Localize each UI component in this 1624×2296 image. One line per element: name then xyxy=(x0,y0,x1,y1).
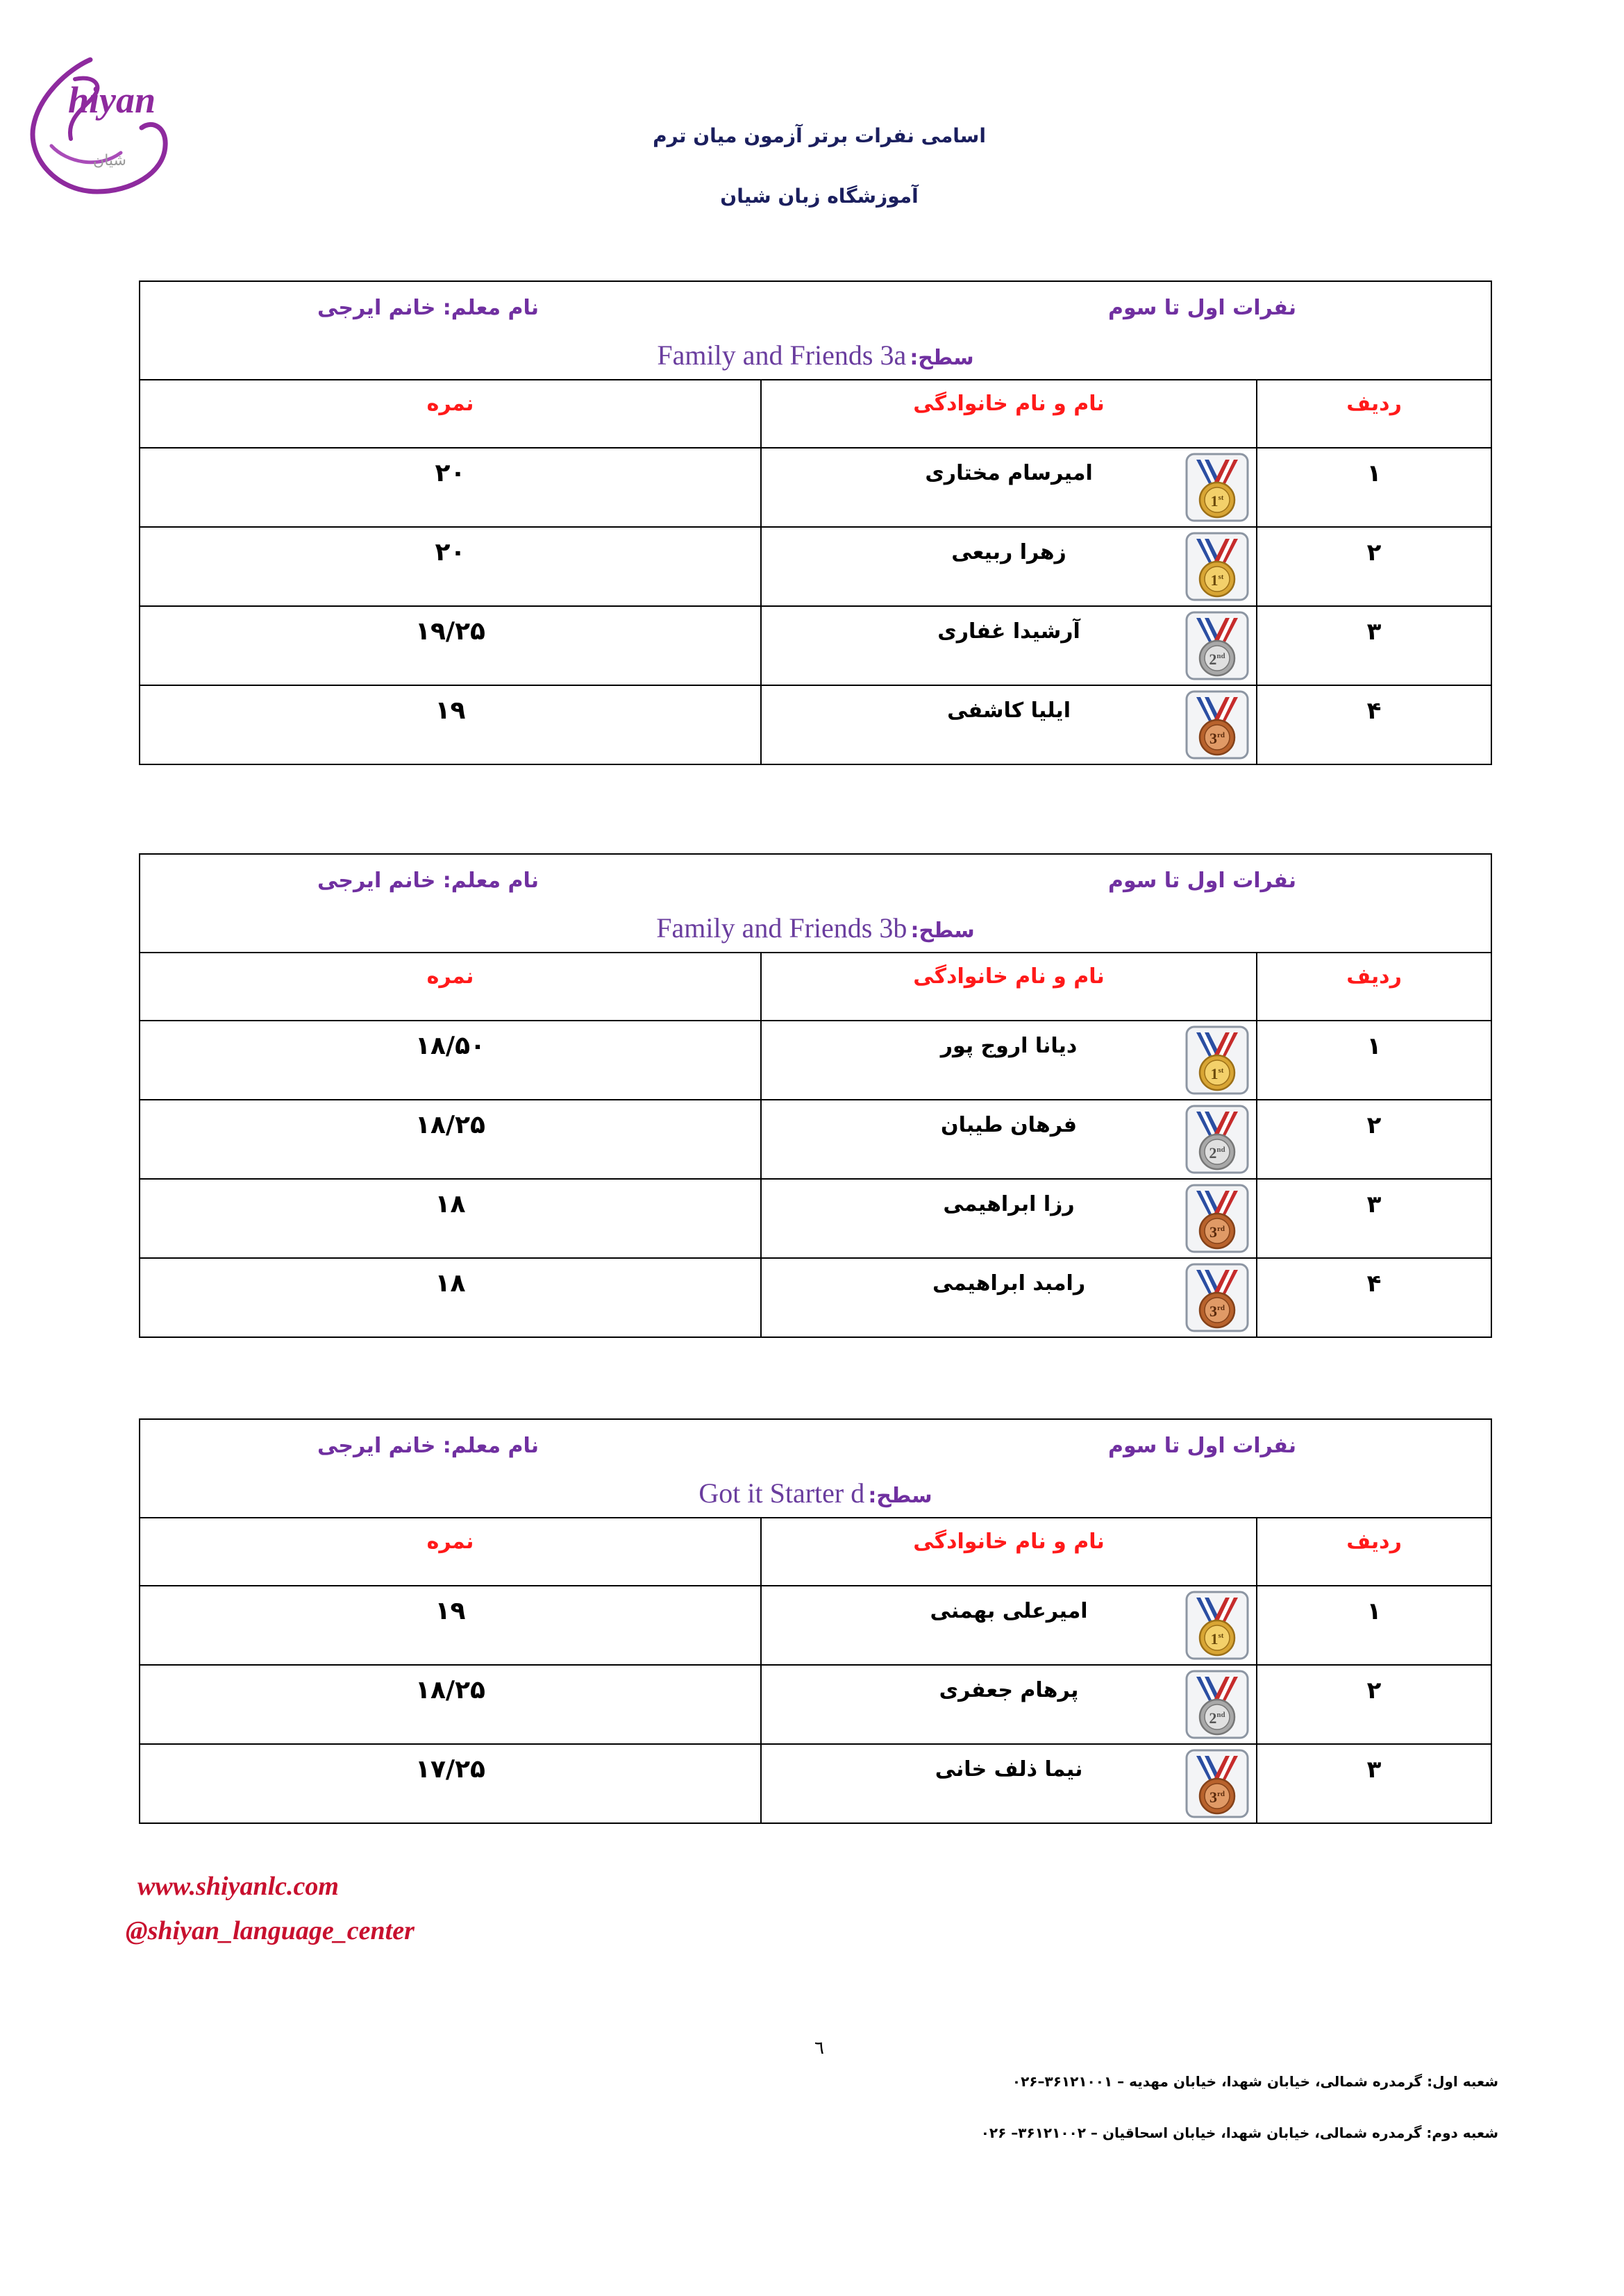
column-header-row xyxy=(140,953,1491,1021)
name-cell xyxy=(762,1100,1256,1178)
rank-value: ۳ xyxy=(1366,618,1382,646)
rank-value: ۴ xyxy=(1366,1270,1382,1298)
column-header-name: نام و نام خانوادگی xyxy=(913,1530,1105,1554)
column-header-rank: ردیف xyxy=(1346,964,1402,989)
score-value: ۱۷/۲۵ xyxy=(415,1755,486,1784)
svg-text:1st: 1st xyxy=(1210,1065,1224,1082)
student-name: پرهام جعفری xyxy=(939,1678,1079,1702)
name-cell xyxy=(762,449,1256,526)
column-header-row xyxy=(140,380,1491,448)
rank-value: ۳ xyxy=(1366,1756,1382,1784)
address-branch-2: شعبه دوم: گرمدره شمالی، خیابان شهدا، خیابان اسحاقیان – ۳۶۱۲۱۰۰۲– ۰۲۶ xyxy=(980,2125,1498,2141)
table-row xyxy=(140,1100,1491,1179)
student-name: رزا ابراهیمی xyxy=(943,1192,1075,1216)
name-cell xyxy=(762,1745,1256,1822)
rank-value: ۱ xyxy=(1366,460,1382,487)
table-caption: نفرات اول تا سوم xyxy=(1107,1434,1297,1458)
rank-value: ۴ xyxy=(1366,697,1382,725)
table-row xyxy=(140,1744,1491,1823)
table-row xyxy=(140,685,1491,764)
svg-text:2nd: 2nd xyxy=(1209,1144,1225,1162)
rank-value: ۲ xyxy=(1366,539,1382,567)
table-header xyxy=(140,854,1491,953)
name-cell xyxy=(762,1021,1256,1099)
name-cell xyxy=(762,607,1256,685)
teacher-name: نام معلم: خانم ایرجی xyxy=(317,1434,539,1458)
bronze-medal-icon xyxy=(1185,1263,1249,1332)
level-label: سطح: xyxy=(910,919,975,943)
table-row xyxy=(140,1021,1491,1100)
student-name: امیرسام مختاری xyxy=(925,461,1093,485)
address-branch-1: شعبه اول: گرمدره شمالی، خیابان شهدا، خیابان مهدیه – ۳۶۱۲۱۰۰۱–۰۲۶ xyxy=(1012,2073,1498,2090)
table-row xyxy=(140,1258,1491,1337)
table-caption: نفرات اول تا سوم xyxy=(1107,296,1297,320)
results-table-1 xyxy=(139,280,1492,765)
name-cell xyxy=(762,1180,1256,1257)
score-value: ۱۸/۲۵ xyxy=(415,1111,486,1139)
rank-value: ۱ xyxy=(1366,1032,1382,1060)
gold-medal-icon xyxy=(1185,1591,1249,1660)
results-table-3 xyxy=(139,1418,1492,1824)
shiyan-logo xyxy=(26,54,176,203)
column-header-rank: ردیف xyxy=(1346,392,1402,416)
rank-value: ۱ xyxy=(1366,1598,1382,1625)
column-header-row xyxy=(140,1518,1491,1586)
svg-text:1st: 1st xyxy=(1210,1630,1224,1648)
column-header-score: نمره xyxy=(426,1530,474,1554)
bronze-medal-icon xyxy=(1185,690,1249,760)
table-header xyxy=(140,1419,1491,1518)
name-cell xyxy=(762,1259,1256,1336)
logo-wordmark: hiyan xyxy=(68,79,156,121)
website-link: www.shiyanlc.com xyxy=(137,1872,339,1901)
student-name: آرشیدا غفاری xyxy=(937,619,1080,644)
student-name: زهرا ربیعی xyxy=(951,540,1066,564)
logo-subtext: شیان xyxy=(93,152,126,169)
score-value: ۱۹ xyxy=(435,1597,466,1625)
column-header-name: نام و نام خانوادگی xyxy=(913,964,1105,989)
level-line xyxy=(140,1477,1491,1516)
student-name: امیرعلی بهمنی xyxy=(930,1599,1088,1623)
svg-text:3rd: 3rd xyxy=(1209,1302,1225,1320)
svg-text:1st: 1st xyxy=(1210,571,1224,589)
gold-medal-icon xyxy=(1185,1025,1249,1095)
name-cell xyxy=(762,1666,1256,1743)
table-caption: نفرات اول تا سوم xyxy=(1107,869,1297,893)
svg-text:3rd: 3rd xyxy=(1209,1223,1225,1241)
bronze-medal-icon xyxy=(1185,1749,1249,1818)
score-value: ۲۰ xyxy=(435,538,466,567)
level-value: Family and Friends 3a xyxy=(657,340,907,371)
table-row xyxy=(140,606,1491,685)
score-value: ۱۹/۲۵ xyxy=(415,617,486,646)
teacher-name: نام معلم: خانم ایرجی xyxy=(317,869,539,893)
svg-text:2nd: 2nd xyxy=(1209,1709,1225,1727)
table-row xyxy=(140,1665,1491,1744)
score-value: ۱۸ xyxy=(435,1269,466,1298)
column-header-score: نمره xyxy=(426,392,474,416)
results-table-2 xyxy=(139,853,1492,1338)
name-cell xyxy=(762,686,1256,764)
table-header xyxy=(140,281,1491,380)
score-value: ۱۸/۲۵ xyxy=(415,1676,486,1704)
silver-medal-icon xyxy=(1185,1670,1249,1739)
silver-medal-icon xyxy=(1185,611,1249,680)
student-name: ایلیا کاشفی xyxy=(947,698,1071,723)
score-value: ۱۸/۵۰ xyxy=(415,1032,486,1060)
column-header-name: نام و نام خانوادگی xyxy=(913,392,1105,416)
name-cell xyxy=(762,1586,1256,1664)
student-name: دیانا اروج پور xyxy=(940,1034,1078,1058)
institute-name: آموزشگاه زبان شیان xyxy=(720,185,919,208)
score-value: ۱۹ xyxy=(435,696,466,725)
table-row xyxy=(140,527,1491,606)
instagram-handle: @shiyan_language_center xyxy=(126,1916,415,1945)
svg-text:2nd: 2nd xyxy=(1209,651,1225,668)
gold-medal-icon xyxy=(1185,532,1249,601)
svg-text:3rd: 3rd xyxy=(1209,730,1225,747)
svg-text:1st: 1st xyxy=(1210,492,1224,510)
gold-medal-icon xyxy=(1185,453,1249,522)
name-cell xyxy=(762,528,1256,605)
teacher-name: نام معلم: خانم ایرجی xyxy=(317,296,539,320)
level-value: Family and Friends 3b xyxy=(656,912,907,944)
table-row xyxy=(140,448,1491,527)
rank-value: ۲ xyxy=(1366,1677,1382,1704)
svg-text:3rd: 3rd xyxy=(1209,1788,1225,1806)
level-label: سطح: xyxy=(868,1484,932,1508)
level-line xyxy=(140,339,1491,378)
student-name: فرهان طیبان xyxy=(941,1113,1078,1137)
table-row xyxy=(140,1179,1491,1258)
bronze-medal-icon xyxy=(1185,1184,1249,1253)
score-value: ۱۸ xyxy=(435,1190,466,1218)
page-title: اسامی نفرات برتر آزمون میان ترم xyxy=(653,124,986,147)
score-value: ۲۰ xyxy=(435,459,466,487)
page-number: ٦ xyxy=(814,2038,824,2059)
column-header-score: نمره xyxy=(426,964,474,989)
student-name: نیما ذلف خانی xyxy=(935,1757,1083,1782)
student-name: رامبد ابراهیمی xyxy=(932,1271,1086,1296)
table-row xyxy=(140,1586,1491,1665)
level-line xyxy=(140,912,1491,950)
level-label: سطح: xyxy=(910,346,974,370)
column-header-rank: ردیف xyxy=(1346,1530,1402,1554)
rank-value: ۲ xyxy=(1366,1112,1382,1139)
level-value: Got it Starter d xyxy=(698,1477,865,1509)
rank-value: ۳ xyxy=(1366,1191,1382,1218)
silver-medal-icon xyxy=(1185,1105,1249,1174)
